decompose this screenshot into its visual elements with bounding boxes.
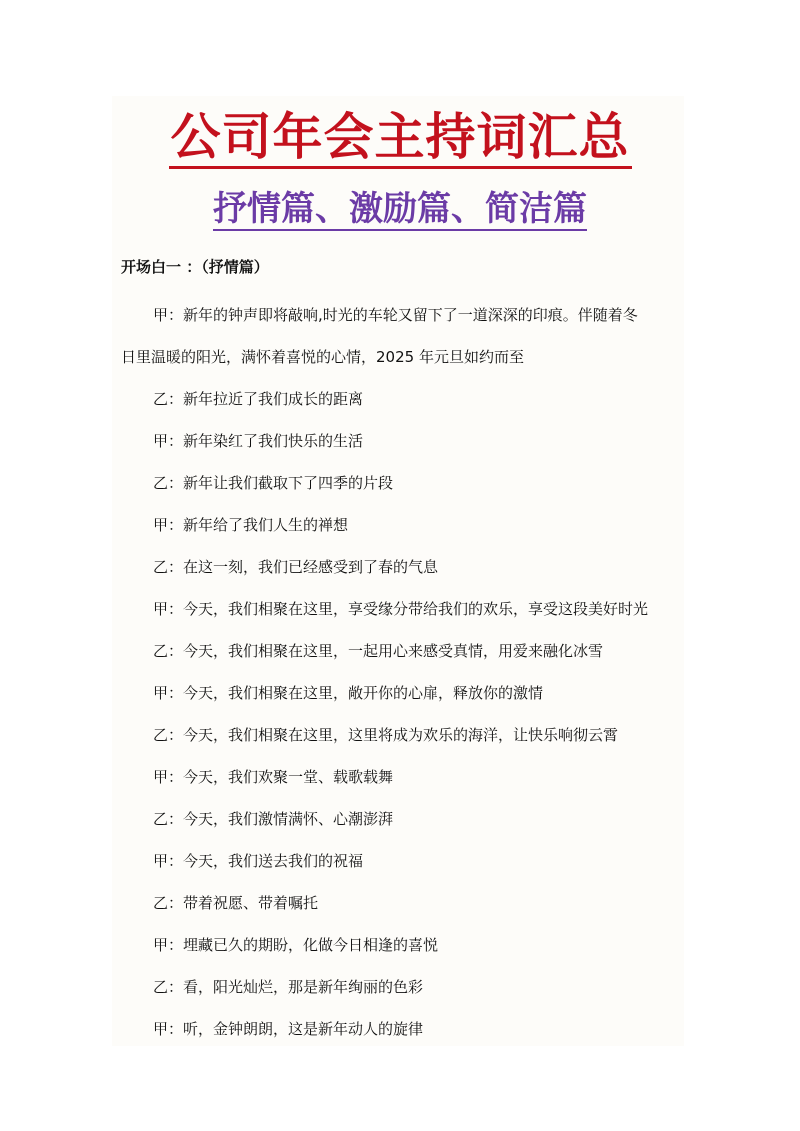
script-line: 日里温暖的阳光，满怀着喜悦的心情，2025 年元旦如约而至 xyxy=(121,348,524,366)
script-line: 乙：新年拉近了我们成长的距离 xyxy=(153,390,364,408)
document-title-wrap xyxy=(0,108,800,166)
script-line: 乙：看，阳光灿烂，那是新年绚丽的色彩 xyxy=(153,978,424,996)
script-line: 甲：新年染红了我们快乐的生活 xyxy=(153,432,364,450)
script-line: 甲：今天，我们相聚在这里，享受缘分带给我们的欢乐，享受这段美好时光 xyxy=(153,600,649,618)
script-line: 甲：新年的钟声即将敲响,时光的车轮又留下了一道深深的印痕。伴随着冬 xyxy=(153,306,638,324)
script-line: 甲：新年给了我们人生的禅想 xyxy=(153,516,349,534)
script-line: 乙：带着祝愿、带着嘱托 xyxy=(153,894,319,912)
script-line: 乙：今天，我们激情满怀、心潮澎湃 xyxy=(153,810,394,828)
document-title: 公司年会主持词汇总 xyxy=(169,108,632,169)
script-line: 乙：新年让我们截取下了四季的片段 xyxy=(153,474,394,492)
script-line: 乙：今天，我们相聚在这里，一起用心来感受真情，用爱来融化冰雪 xyxy=(153,642,604,660)
script-line: 甲：埋藏已久的期盼，化做今日相逢的喜悦 xyxy=(153,936,439,954)
script-line: 甲：今天，我们欢聚一堂、载歌载舞 xyxy=(153,768,394,786)
script-line: 甲：听，金钟朗朗，这是新年动人的旋律 xyxy=(153,1020,424,1038)
script-line: 乙：在这一刻，我们已经感受到了春的气息 xyxy=(153,558,439,576)
script-line: 乙：今天，我们相聚在这里，这里将成为欢乐的海洋，让快乐响彻云霄 xyxy=(153,726,619,744)
script-lines xyxy=(121,294,691,1050)
script-line: 甲：今天，我们送去我们的祝福 xyxy=(153,852,364,870)
document-subtitle-wrap xyxy=(0,188,800,230)
document-subtitle: 抒情篇、激励篇、简洁篇 xyxy=(213,189,587,229)
script-line: 甲：今天，我们相聚在这里，敞开你的心扉，释放你的激情 xyxy=(153,684,544,702)
section-heading: 开场白一 ：（抒情篇） xyxy=(121,258,269,276)
